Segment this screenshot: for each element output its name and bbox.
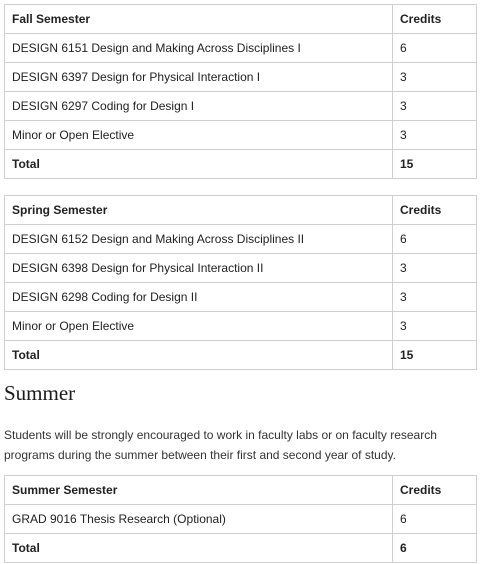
course-credits: 3 [393,121,477,150]
total-label: Total [5,150,393,179]
credits-header: Credits [393,476,477,505]
course-name: DESIGN 6397 Design for Physical Interaction I [5,63,393,92]
course-credits: 6 [393,505,477,534]
credits-header: Credits [393,196,477,225]
course-credits: 6 [393,225,477,254]
total-credits: 15 [393,150,477,179]
table-header-row [5,5,477,34]
table-row [5,121,477,150]
course-credits: 6 [393,34,477,63]
course-name: Minor or Open Elective [5,312,393,341]
course-name: DESIGN 6152 Design and Making Across Disciplines II [5,225,393,254]
table-row [5,34,477,63]
table-row [5,225,477,254]
semester-header: Summer Semester [5,476,393,505]
spring-semester-table [4,195,477,370]
total-row [5,534,477,563]
total-credits: 6 [393,534,477,563]
total-credits: 15 [393,341,477,370]
total-label: Total [5,534,393,563]
course-credits: 3 [393,92,477,121]
table-row [5,505,477,534]
table-row [5,283,477,312]
table-header-row [5,476,477,505]
table-row [5,254,477,283]
course-name: DESIGN 6297 Coding for Design I [5,92,393,121]
credits-header: Credits [393,5,477,34]
total-label: Total [5,341,393,370]
table-row [5,92,477,121]
table-row [5,63,477,92]
summer-semester-table [4,475,477,563]
summer-description: Students will be strongly encouraged to work in faculty labs or on faculty research programs during the summer between their first and second year of study. [4,428,437,462]
course-name: GRAD 9016 Thesis Research (Optional) [5,505,393,534]
summer-heading: Summer [4,381,76,405]
semester-header: Fall Semester [5,5,393,34]
total-row [5,341,477,370]
semester-header: Spring Semester [5,196,393,225]
total-row [5,150,477,179]
course-credits: 3 [393,254,477,283]
fall-semester-table [4,4,477,179]
course-credits: 3 [393,312,477,341]
course-name: DESIGN 6298 Coding for Design II [5,283,393,312]
course-credits: 3 [393,63,477,92]
course-name: Minor or Open Elective [5,121,393,150]
table-header-row [5,196,477,225]
table-row [5,312,477,341]
course-name: DESIGN 6151 Design and Making Across Disciplines I [5,34,393,63]
course-credits: 3 [393,283,477,312]
course-name: DESIGN 6398 Design for Physical Interaction II [5,254,393,283]
